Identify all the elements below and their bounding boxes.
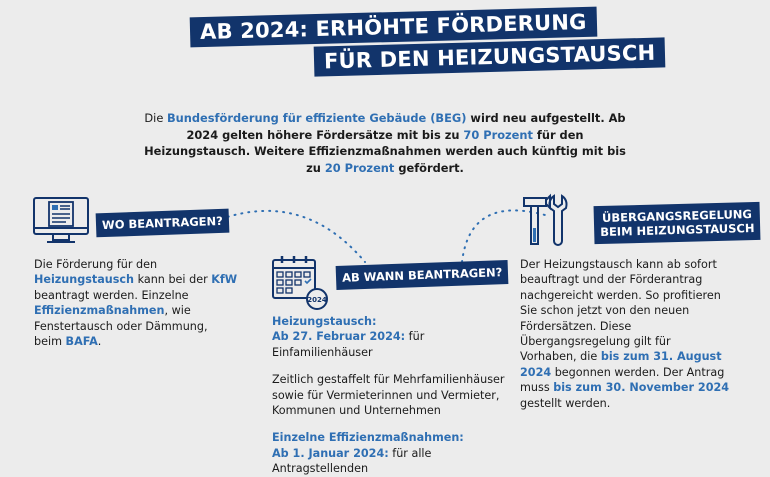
highlight: Heizungstausch bbox=[34, 273, 135, 287]
text: begonnen werden. Der Antrag muss bbox=[520, 365, 725, 395]
text: beantragt werden. Einzelne bbox=[34, 288, 189, 302]
highlight: Effizienzmaßnahmen bbox=[34, 304, 165, 318]
highlight: bis zum 30. November 2024 bbox=[553, 381, 730, 395]
intro-pct70: 70 Prozent bbox=[463, 127, 533, 142]
section-wo-beantragen bbox=[34, 257, 239, 349]
calendar-year: 2024 bbox=[307, 296, 327, 304]
tag-ab-wann-beantragen: AB WANN BEANTRAGEN? bbox=[336, 260, 509, 290]
heading-heizungstausch: Heizungstausch: bbox=[272, 315, 377, 328]
intro-part: für den Heizungstausch. Weitere Effizienzmaßnahmen werden auch künftig mit bis zu bbox=[144, 127, 626, 175]
text: Die Förderung für den bbox=[34, 258, 158, 271]
monitor-document-icon bbox=[32, 196, 90, 246]
heading-effizienz: Einzelne Effizienzmaßnahmen: bbox=[272, 431, 464, 445]
tag-line: BEIM HEIZUNGSTAUSCH bbox=[600, 220, 755, 240]
text: . bbox=[97, 335, 102, 349]
title-line-1: AB 2024: ERHÖHTE FÖRDERUNG bbox=[190, 7, 597, 48]
date-1: Ab 27. Februar 2024: bbox=[272, 330, 406, 344]
hammer-wrench-icon bbox=[522, 192, 572, 248]
date-line-1 bbox=[272, 329, 512, 360]
text: gestellt werden. bbox=[520, 396, 611, 410]
intro-part: wird neu aufgestellt. Ab 2024 gelten höhere Fördersätze mit bis zu bbox=[186, 111, 626, 142]
intro-beg: Bundesförderung für effiziente Gebäude (BEG) bbox=[166, 111, 467, 125]
highlight: KfW bbox=[211, 273, 238, 287]
tag-wo-beantragen: WO BEANTRAGEN? bbox=[96, 209, 230, 238]
date-2-text: für alle Antragstellenden bbox=[272, 446, 432, 476]
staggered-text: Zeitlich gestaffelt für Mehrfamilienhäuser sowie für Vermieterinnen und Vermieter, Kommunen und Unternehmen bbox=[272, 373, 505, 418]
tag-line: ÜBERGANGSREGELUNG bbox=[601, 207, 753, 225]
intro-part: gefördert. bbox=[394, 160, 464, 175]
section-uebergang bbox=[520, 257, 730, 411]
text: kann bei der bbox=[134, 273, 212, 287]
intro-pct20: 20 Prozent bbox=[324, 160, 395, 175]
date-2: Ab 1. Januar 2024: bbox=[272, 446, 389, 460]
text: Der Heizungstausch kann ab sofort beauftragt und der Förderantrag nachgereicht werden. So profitieren Sie schon jetzt von den neuen Fördersätzen. Diese Übergangsregelung gilt für Vorhaben, die bbox=[520, 258, 721, 364]
highlight: bis zum 31. August 2024 bbox=[520, 350, 722, 379]
date-line-2 bbox=[272, 446, 512, 477]
text: , wie Fenstertausch oder Dämmung, beim bbox=[34, 304, 208, 349]
title-line-2: FÜR DEN HEIZUNGSTAUSCH bbox=[314, 37, 666, 76]
section-ab-wann bbox=[272, 314, 512, 477]
calendar-icon bbox=[270, 254, 332, 310]
date-1-text: für Einfamilienhäuser bbox=[272, 330, 425, 359]
intro-part: Die bbox=[144, 111, 167, 125]
tag-uebergangsregelung bbox=[594, 202, 761, 244]
highlight: BAFA bbox=[65, 335, 98, 349]
